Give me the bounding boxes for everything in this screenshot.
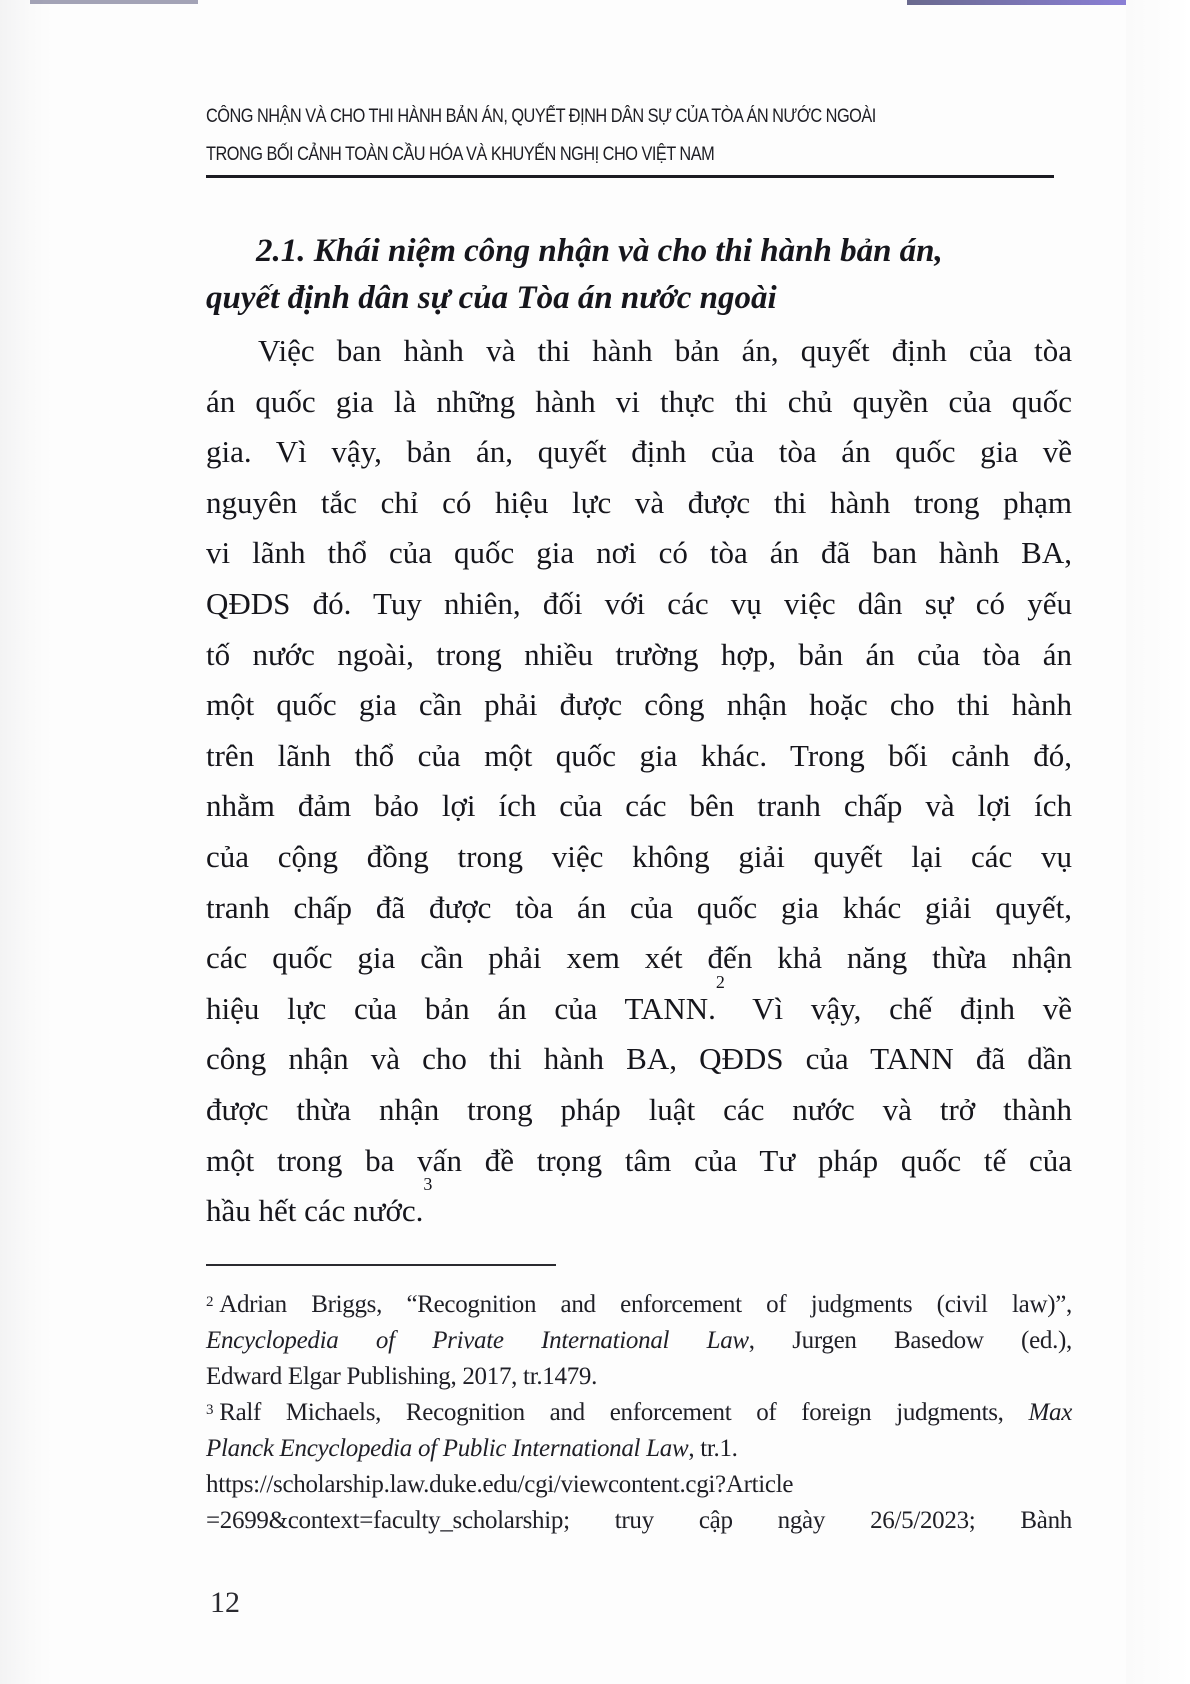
body-line: được thừa nhận trong pháp luật các nước và trở thành (206, 1091, 1072, 1127)
footnote-3 (206, 1395, 1072, 1539)
body-line: gia. Vì vậy, bản án, quyết định của tòa án quốc gia về (206, 434, 1072, 470)
body-line: tranh chấp đã được tòa án của quốc gia khác giải quyết, (206, 889, 1072, 925)
footnote-line: =2699&context=faculty_scholarship; truy cập ngày 26/5/2023; Bành (206, 1507, 1072, 1534)
body-line (206, 1174, 1072, 1237)
scan-artifact-top-left (30, 0, 198, 4)
body-line: trên lãnh thổ của một quốc gia khác. Trong bối cảnh đó, (206, 737, 1072, 773)
body-line: Việc ban hành và thi hành bản án, quyết định của tòa (258, 333, 1072, 368)
footnote-text: , Jurgen Basedow (ed.), (748, 1327, 1072, 1354)
footnote-source-title: Planck Encyclopedia of Public International Law (206, 1435, 689, 1462)
footnotes (206, 1287, 1072, 1539)
footnote-2 (206, 1287, 1072, 1395)
body-line: nhằm đảm bảo lợi ích của các bên tranh chấp và lợi ích (206, 788, 1072, 824)
body-line: của cộng đồng trong việc không giải quyết lại các vụ (206, 838, 1072, 874)
footnote-source-title: Encyclopedia of Private International Law (206, 1327, 749, 1354)
running-header-line-1: CÔNG NHẬN VÀ CHO THI HÀNH BẢN ÁN, QUYẾT ĐỊNH DÂN SỰ CỦA TÒA ÁN NƯỚC NGOÀI (206, 106, 876, 127)
section-heading (206, 228, 1066, 322)
running-header-line-2: TRONG BỐI CẢNH TOÀN CẦU HÓA VÀ KHUYẾN NGHỊ CHO VIỆT NAM (206, 144, 715, 165)
body-text: hiệu lực của bản án của TANN. (206, 990, 716, 1026)
body-line: các quốc gia cần phải xem xét đến khả năng thừa nhận (206, 940, 1072, 976)
body-line: vi lãnh thổ của quốc gia nơi có tòa án đã ban hành BA, (206, 535, 1072, 571)
body-line: án quốc gia là những hành vi thực thi chủ quyền của quốc (206, 383, 1072, 419)
footnote-line (206, 1323, 1072, 1359)
header-divider (206, 175, 1054, 178)
scan-shadow-left (0, 0, 52, 1684)
body-line: một trong ba vấn đề trọng tâm của Tư pháp quốc tế của (206, 1142, 1072, 1178)
footnote-reference-2[interactable]: 2 (715, 971, 725, 992)
body-paragraph (206, 326, 1072, 1237)
footnote-number: 2 (206, 1294, 214, 1310)
footnote-line (206, 1287, 1072, 1323)
footnote-number: 3 (206, 1402, 214, 1418)
section-heading-line-1: 2.1. Khái niệm công nhận và cho thi hành bản án, (256, 233, 943, 269)
body-line: tố nước ngoài, trong nhiều trường hợp, bản án của tòa án (206, 636, 1072, 672)
footnote-text: Adrian Briggs, “Recognition and enforcement of judgments (civil law)”, (219, 1291, 1072, 1318)
footnote-text: Ralf Michaels, Recognition and enforcement of foreign judgments, (219, 1399, 1029, 1426)
footnote-separator (206, 1264, 556, 1266)
section-heading-line-2: quyết định dân sự của Tòa án nước ngoài (206, 280, 777, 316)
page-number: 12 (210, 1586, 240, 1619)
body-line: QĐDS đó. Tuy nhiên, đối với các vụ việc dân sự có yếu (206, 585, 1072, 621)
body-line: nguyên tắc chỉ có hiệu lực và được thi hành trong phạm (206, 484, 1072, 520)
footnote-text: , tr.1. (688, 1435, 738, 1462)
footnote-url[interactable]: https://scholarship.law.duke.edu/cgi/viewcontent.cgi?Article (206, 1471, 794, 1498)
body-text: Vì vậy, chế định về (724, 990, 1072, 1026)
scan-margin-right (1126, 0, 1190, 1684)
body-line (206, 971, 1072, 1035)
scan-artifact-top-right (907, 0, 1127, 5)
body-line: công nhận và cho thi hành BA, QĐDS của TANN đã dần (206, 1041, 1072, 1077)
body-line: một quốc gia cần phải được công nhận hoặc cho thi hành (206, 687, 1072, 723)
body-text: hầu hết các nước. (206, 1193, 424, 1229)
footnote-line: Edward Elgar Publishing, 2017, tr.1479. (206, 1363, 598, 1390)
footnote-reference-3[interactable]: 3 (423, 1174, 433, 1195)
footnote-line (206, 1431, 1072, 1467)
running-header (206, 98, 920, 174)
footnote-source-title: Max (1028, 1399, 1072, 1426)
footnote-line (206, 1395, 1072, 1431)
